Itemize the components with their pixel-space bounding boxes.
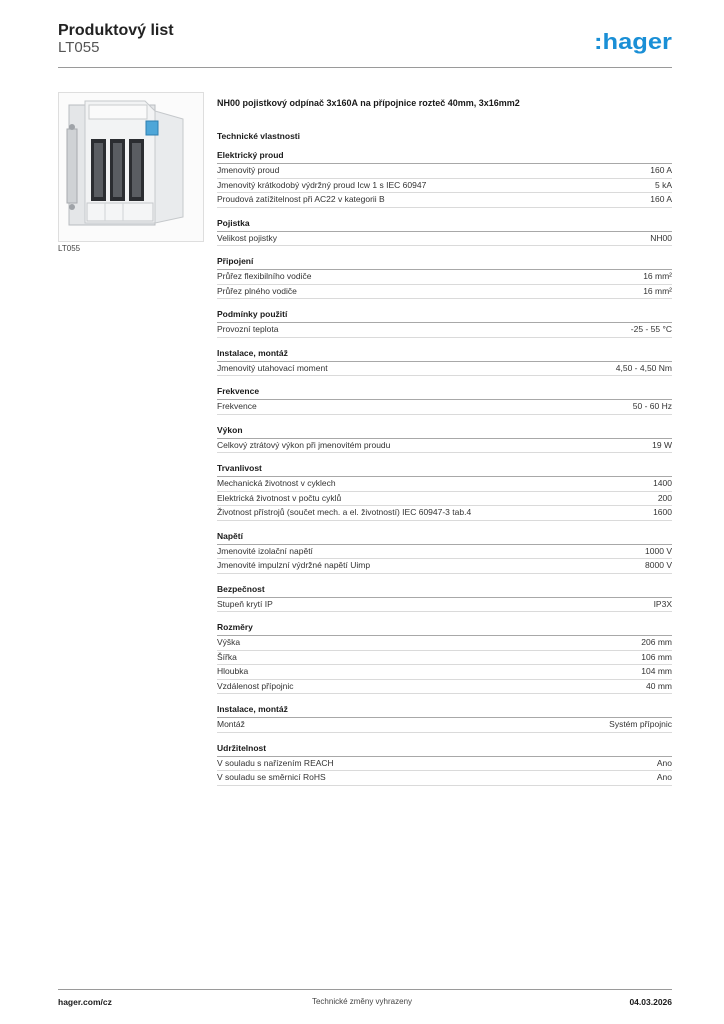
spec-value: 1000 V xyxy=(645,545,672,556)
spec-row xyxy=(217,636,672,651)
spec-value: 8000 V xyxy=(645,560,672,570)
spec-group xyxy=(217,256,672,299)
spec-value: 16 mm² xyxy=(643,271,672,281)
spec-group xyxy=(217,743,672,786)
footer-date: 04.03.2026 xyxy=(629,997,672,1007)
spec-value: 1400 xyxy=(653,478,672,488)
spec-value: 200 xyxy=(657,492,672,503)
spec-label: Jmenovitý krátkodobý výdržný proud Icw 1 s IEC 60947 xyxy=(217,179,427,190)
spec-group xyxy=(217,218,672,247)
spec-row xyxy=(217,164,672,179)
spec-group xyxy=(217,463,672,521)
spec-group-title: Pojistka xyxy=(217,218,672,232)
spec-label: Frekvence xyxy=(217,401,257,411)
spec-group xyxy=(217,309,672,338)
spec-label: Velikost pojistky xyxy=(217,232,277,243)
spec-row xyxy=(217,362,672,377)
spec-group-title: Frekvence xyxy=(217,386,672,400)
spec-group xyxy=(217,348,672,377)
spec-label: Mechanická životnost v cyklech xyxy=(217,478,336,488)
spec-value: 160 A xyxy=(650,165,672,175)
spec-label: Šířka xyxy=(217,651,237,662)
footer-divider xyxy=(58,989,672,990)
specification-area xyxy=(217,97,672,796)
spec-row xyxy=(217,179,672,194)
spec-label: Proudová zatížitelnost při AC22 v kategorii B xyxy=(217,194,385,204)
spec-value: 206 mm xyxy=(641,637,672,647)
spec-value: 1600 xyxy=(653,507,672,517)
spec-group-title: Instalace, montáž xyxy=(217,348,672,362)
spec-group-title: Připojení xyxy=(217,256,672,270)
spec-label: V souladu se směrnicí RoHS xyxy=(217,772,326,782)
spec-label: Průřez flexibilního vodiče xyxy=(217,271,312,281)
spec-row xyxy=(217,477,672,492)
spec-value: 104 mm xyxy=(641,666,672,676)
spec-value: 4,50 - 4,50 Nm xyxy=(615,362,672,373)
spec-group-title: Elektrický proud xyxy=(217,150,672,164)
product-code: LT055 xyxy=(58,39,100,56)
hager-logo xyxy=(594,28,674,56)
image-caption: LT055 xyxy=(58,244,81,253)
spec-group xyxy=(217,425,672,454)
spec-label: Hloubka xyxy=(217,666,249,676)
svg-text::hager: :hager xyxy=(594,29,673,54)
spec-row xyxy=(217,270,672,285)
document-title: Produktový list xyxy=(58,22,174,39)
spec-value: 160 A xyxy=(650,194,672,204)
footer-note: Technické změny vyhrazeny xyxy=(311,997,413,1006)
spec-label: Průřez plného vodiče xyxy=(217,285,297,296)
spec-group xyxy=(217,584,672,613)
spec-label: Elektrická životnost v počtu cyklů xyxy=(217,492,342,503)
spec-group-title: Bezpečnost xyxy=(217,584,672,598)
spec-value: 19 W xyxy=(652,439,672,450)
spec-group-title: Udržitelnost xyxy=(217,743,672,757)
spec-label: Celkový ztrátový výkon při jmenovitém proudu xyxy=(217,439,391,450)
spec-label: Provozní teplota xyxy=(217,324,279,334)
spec-row xyxy=(217,492,672,507)
spec-groups xyxy=(217,150,672,786)
spec-label: Jmenovitý utahovací moment xyxy=(217,362,328,373)
spec-row xyxy=(217,400,672,415)
spec-label: Jmenovité impulzní výdržné napětí Uimp xyxy=(217,560,371,570)
header-divider xyxy=(58,67,672,68)
spec-row xyxy=(217,598,672,613)
footer-website: hager.com/cz xyxy=(58,997,112,1007)
section-title: Technické vlastnosti xyxy=(217,131,300,141)
spec-label: Vzdálenost přípojnic xyxy=(217,680,294,691)
spec-label: Jmenovité izolační napětí xyxy=(217,545,313,556)
spec-row xyxy=(217,771,672,786)
product-description: NH00 pojistkový odpínač 3x160A na přípojnice rozteč 40mm, 3x16mm2 xyxy=(217,98,520,108)
spec-value: -25 - 55 °C xyxy=(630,324,672,334)
spec-group-title: Rozměry xyxy=(217,622,672,636)
spec-row xyxy=(217,232,672,247)
spec-row xyxy=(217,323,672,338)
spec-group xyxy=(217,386,672,415)
spec-group xyxy=(217,150,672,208)
spec-row xyxy=(217,651,672,666)
spec-row xyxy=(217,665,672,680)
spec-row xyxy=(217,439,672,454)
spec-row xyxy=(217,718,672,733)
spec-value: Ano xyxy=(656,772,672,782)
product-image xyxy=(58,92,204,242)
spec-group xyxy=(217,531,672,574)
spec-row xyxy=(217,680,672,695)
spec-value: 106 mm xyxy=(641,651,672,662)
spec-label: V souladu s nařízením REACH xyxy=(217,757,334,768)
spec-group-title: Výkon xyxy=(217,425,672,439)
spec-label: Montáž xyxy=(217,719,245,729)
spec-label: Jmenovitý proud xyxy=(217,165,280,175)
spec-row xyxy=(217,757,672,772)
spec-label: Stupeň krytí IP xyxy=(217,598,273,609)
spec-group-title: Instalace, montáž xyxy=(217,704,672,718)
spec-value: 50 - 60 Hz xyxy=(632,401,672,411)
spec-value: 16 mm² xyxy=(643,285,672,296)
spec-value: IP3X xyxy=(653,598,672,609)
spec-row xyxy=(217,506,672,521)
spec-row xyxy=(217,559,672,574)
spec-group-title: Trvanlivost xyxy=(217,463,672,477)
spec-value: NH00 xyxy=(650,232,672,243)
spec-value: Ano xyxy=(656,757,672,768)
spec-group-title: Napětí xyxy=(217,531,672,545)
spec-group xyxy=(217,704,672,733)
spec-row xyxy=(217,193,672,208)
spec-label: Životnost přístrojů (součet mech. a el. životností) IEC 60947-3 tab.4 xyxy=(217,507,472,517)
spec-group xyxy=(217,622,672,694)
spec-row xyxy=(217,285,672,300)
spec-label: Výška xyxy=(217,637,241,647)
spec-value: 5 kA xyxy=(654,179,672,190)
spec-row xyxy=(217,545,672,560)
spec-group-title: Podmínky použití xyxy=(217,309,672,323)
spec-value: Systém přípojnic xyxy=(609,719,672,729)
spec-value: 40 mm xyxy=(646,680,672,691)
